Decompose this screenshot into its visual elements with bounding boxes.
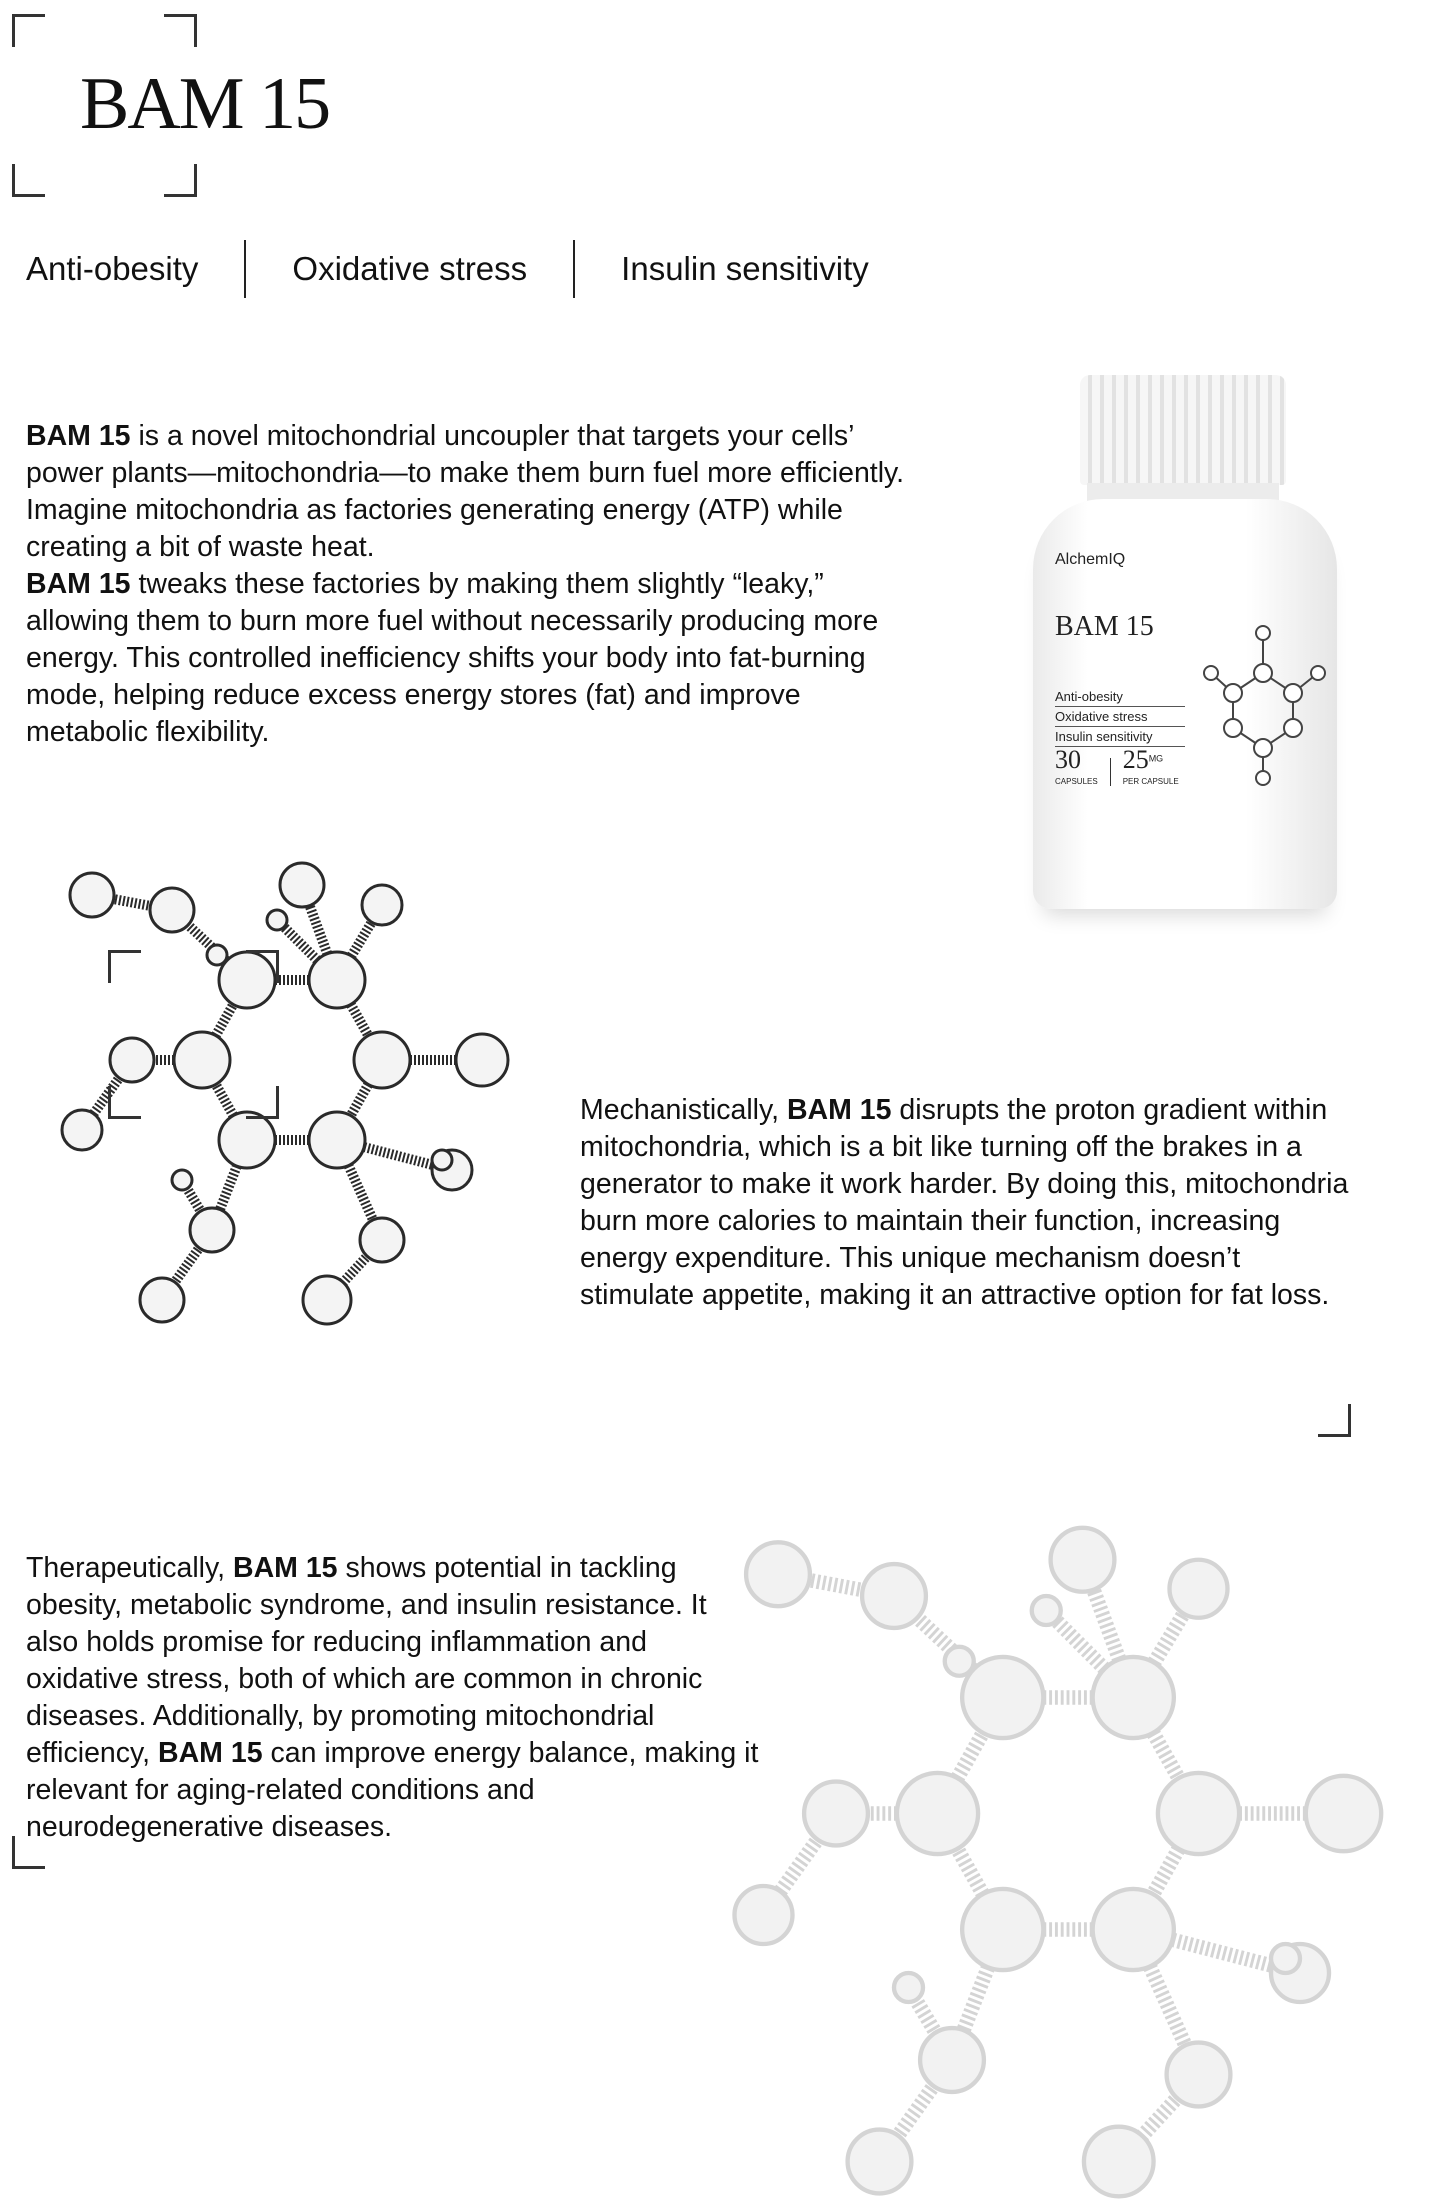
molecule-atom bbox=[1093, 1657, 1174, 1738]
molecule-atom bbox=[174, 1032, 230, 1088]
product-name-bold: BAM 15 bbox=[786, 1094, 892, 1126]
molecule-atom bbox=[362, 885, 402, 925]
product-name-bold: BAM 15 bbox=[158, 1737, 263, 1769]
molecule-atom bbox=[62, 1110, 102, 1150]
molecule-atom bbox=[962, 1889, 1043, 1970]
bottle-product-name: BAM 15 bbox=[1055, 611, 1154, 642]
molecule-atom bbox=[309, 952, 365, 1008]
molecule-atom bbox=[1093, 1889, 1174, 1970]
product-name-bold: BAM 15 bbox=[26, 568, 131, 600]
molecule-atom bbox=[172, 1170, 192, 1190]
bottle-brand: AlchemIQ bbox=[1055, 551, 1126, 568]
page-title: BAM 15 bbox=[80, 63, 330, 145]
molecule-atom bbox=[962, 1657, 1043, 1738]
product-name-bold: BAM 15 bbox=[233, 1552, 338, 1584]
molecule-atom bbox=[207, 945, 227, 965]
frame-corner bbox=[108, 950, 141, 983]
molecule-atom bbox=[432, 1150, 452, 1170]
product-name-bold: BAM 15 bbox=[26, 420, 131, 452]
molecule-atom bbox=[140, 1278, 184, 1322]
molecule-atom bbox=[920, 2028, 984, 2092]
molecule-atom bbox=[354, 1032, 410, 1088]
intro-text: is a novel mitochondrial uncoupler that targets your cells’ power plants—mitochondria—to make them burn fuel more efficiently. Imagine mitochondria as factories generating energy (ATP) while creating a bit of waste heat. bbox=[26, 420, 905, 563]
bottle-tag: Insulin sensitivity bbox=[1055, 727, 1185, 747]
bottle-molecule-illustration bbox=[1203, 603, 1323, 783]
intro-paragraph bbox=[26, 418, 906, 751]
molecule-atom bbox=[1170, 1560, 1228, 1618]
molecule-atom bbox=[848, 2130, 912, 2194]
molecule-atom bbox=[1306, 1776, 1381, 1851]
intro-text: tweaks these factories by making them slightly “leaky,” allowing them to burn more fuel without necessarily producing more energy. This controlled inefficiency shifts your body into fat-burning mode, helping reduce excess energy stores (fat) and improve metabolic flexibility. bbox=[26, 568, 879, 748]
frame-corner bbox=[12, 1836, 45, 1869]
molecule-atom bbox=[303, 1276, 351, 1324]
bottle-tags bbox=[1055, 687, 1185, 747]
molecule-illustration bbox=[52, 830, 532, 1310]
molecule-atom bbox=[1084, 2127, 1154, 2197]
molecule-atom bbox=[1271, 1944, 1300, 1973]
molecule-atom bbox=[1167, 2043, 1231, 2107]
mechanism-paragraph: Mechanistically, BAM 15 disrupts the proton gradient within mitochondria, which is a bit like turning off the brakes in a generator to make it work harder. By doing this, mitochondria burn more calories to maintain their function, increasing energy expenditure. This unique mechanism doesn’t stimulate appetite, making it an attractive option for fat loss. bbox=[580, 1094, 1349, 1311]
molecule-atom bbox=[1032, 1596, 1061, 1625]
tag-insulin-sensitivity: Insulin sensitivity bbox=[621, 250, 869, 287]
frame-corner bbox=[164, 14, 197, 47]
tag-oxidative-stress: Oxidative stress bbox=[292, 250, 528, 287]
frame-corner bbox=[12, 14, 45, 47]
dose: $25^{MG}$ PER CAPSULE bbox=[1122, 745, 1179, 786]
molecule-atom bbox=[280, 863, 324, 907]
bottle-tag: Anti-obesity bbox=[1055, 687, 1185, 707]
background-molecule-illustration bbox=[720, 1480, 1420, 2200]
product-bottle bbox=[1025, 375, 1345, 915]
tag-list bbox=[26, 240, 869, 298]
molecule-atom bbox=[110, 1038, 154, 1082]
frame-corner bbox=[246, 1086, 279, 1119]
molecule-atom bbox=[309, 1112, 365, 1168]
molecule-atom bbox=[219, 1112, 275, 1168]
tag-divider bbox=[573, 240, 575, 298]
molecule-atom bbox=[150, 888, 194, 932]
frame-corner bbox=[108, 1086, 141, 1119]
molecule-atom bbox=[267, 910, 287, 930]
stats-divider bbox=[1110, 758, 1111, 786]
bottle-stats bbox=[1055, 747, 1179, 786]
frame-corner bbox=[246, 950, 279, 983]
frame-corner bbox=[1318, 1404, 1351, 1437]
tag-divider bbox=[244, 240, 246, 298]
frame-corner bbox=[12, 164, 45, 197]
molecule-atom bbox=[70, 873, 114, 917]
molecule-atom bbox=[735, 1886, 793, 1944]
molecule-atom bbox=[1158, 1773, 1239, 1854]
bottle-tag: Oxidative stress bbox=[1055, 707, 1185, 727]
molecule-atom bbox=[945, 1647, 974, 1676]
therapeutic-paragraph: Therapeutically, BAM 15 shows potential in tackling obesity, metabolic syndrome, and insulin resistance. It also holds promise for reducing inflammation and oxidative stress, both of which are common in chronic diseases. Additionally, by promoting mitochondrial efficiency, BAM 15 can improve energy balance, making it relevant for aging-related conditions and neurodegenerative diseases. bbox=[26, 1552, 759, 1843]
frame-corner bbox=[164, 164, 197, 197]
tag-anti-obesity: Anti-obesity bbox=[26, 250, 199, 287]
molecule-atom bbox=[894, 1973, 923, 2002]
bottle-cap bbox=[1080, 375, 1286, 485]
molecule-atom bbox=[897, 1773, 978, 1854]
molecule-atom bbox=[804, 1782, 868, 1846]
molecule-atom bbox=[360, 1218, 404, 1262]
molecule-atom bbox=[1051, 1528, 1115, 1592]
molecule-atom bbox=[456, 1034, 508, 1086]
molecule-atom bbox=[190, 1208, 234, 1252]
capsule-count: 30 CAPSULES bbox=[1055, 745, 1098, 786]
molecule-atom bbox=[862, 1564, 926, 1628]
